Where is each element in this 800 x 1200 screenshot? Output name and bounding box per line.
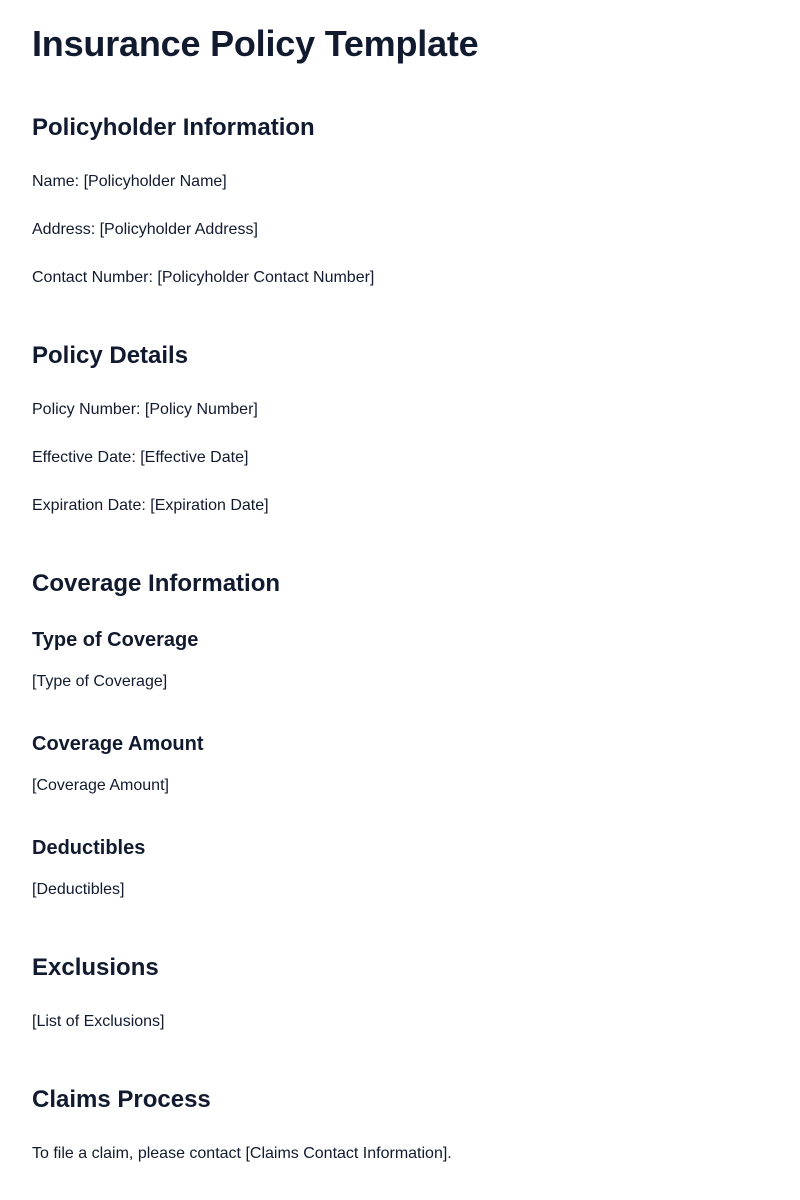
- coverage-heading: Coverage Information: [32, 570, 281, 597]
- claims-heading: Claims Process: [32, 1086, 211, 1113]
- effective-date-line: Effective Date: [Effective Date]: [32, 449, 249, 466]
- deductibles-heading: Deductibles: [32, 837, 146, 859]
- deductibles-value: [Deductibles]: [32, 881, 125, 898]
- policy-number-line: Policy Number: [Policy Number]: [32, 401, 258, 418]
- coverage-amount-heading: Coverage Amount: [32, 733, 204, 755]
- coverage-type-heading: Type of Coverage: [32, 629, 199, 651]
- exclusions-heading: Exclusions: [32, 954, 159, 981]
- policyholder-name-line: Name: [Policyholder Name]: [32, 173, 227, 190]
- coverage-amount-value: [Coverage Amount]: [32, 777, 169, 794]
- policyholder-heading: Policyholder Information: [32, 114, 315, 141]
- exclusions-value: [List of Exclusions]: [32, 1013, 165, 1030]
- expiration-date-line: Expiration Date: [Expiration Date]: [32, 497, 269, 514]
- coverage-type-value: [Type of Coverage]: [32, 673, 168, 690]
- page-title: Insurance Policy Template: [32, 23, 479, 64]
- claims-value: To file a claim, please contact [Claims Contact Information].: [32, 1145, 452, 1162]
- policyholder-contact-line: Contact Number: [Policyholder Contact Number]: [32, 269, 375, 286]
- policyholder-address-line: Address: [Policyholder Address]: [32, 221, 258, 238]
- policy-details-heading: Policy Details: [32, 342, 189, 369]
